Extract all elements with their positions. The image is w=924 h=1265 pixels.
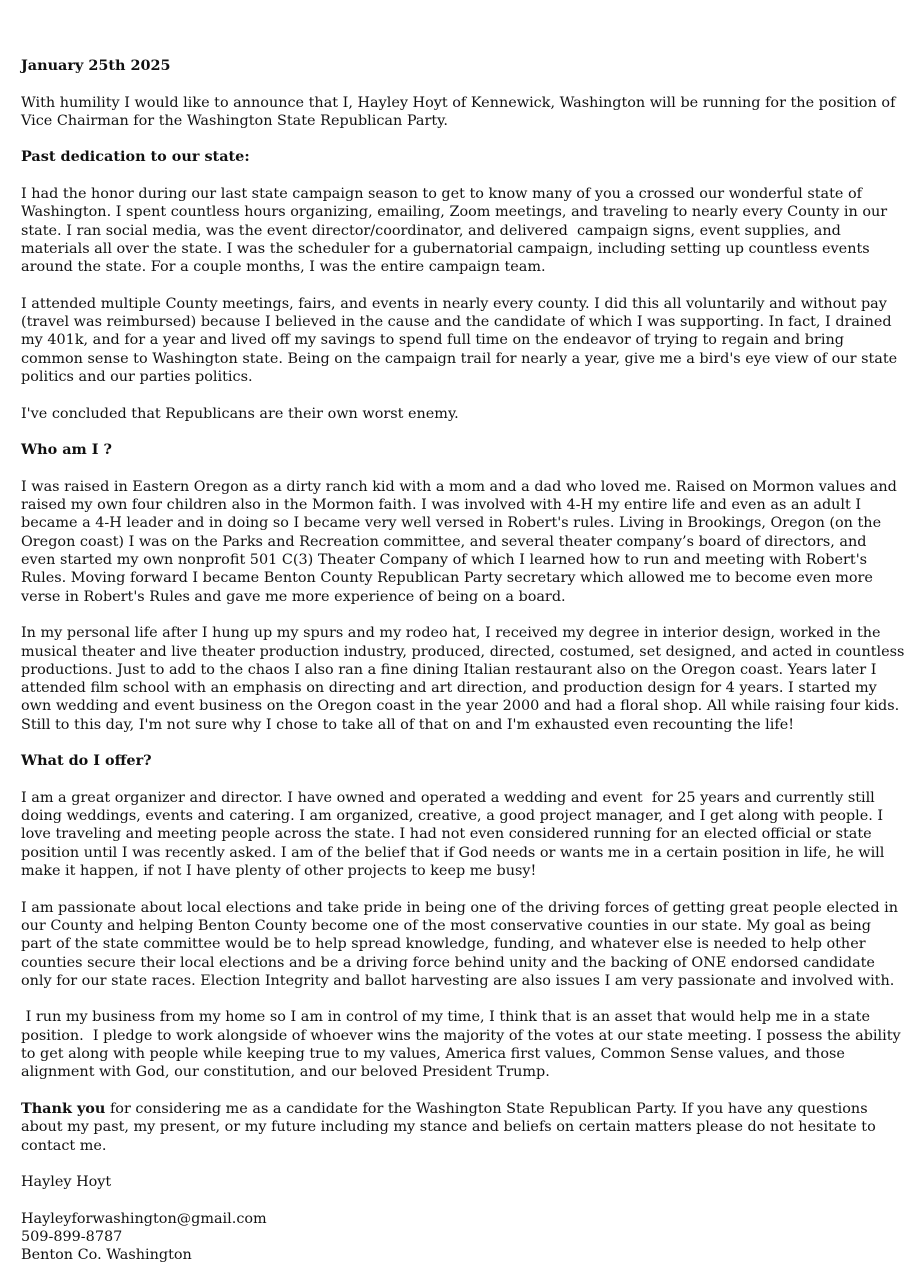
intro-paragraph: With humility I would like to announce that I, Hayley Hoyt of Kennewick, Washington will be running for the position of Vice Chairman for the Washington State Republican Party. xyxy=(21,94,900,129)
past-paragraph-2: I attended multiple County meetings, fairs, and events in nearly every county. I did this all voluntarily and without pay (travel was reimbursed) because I believed in the cause and the candidate of which I was supporting. In fact, I drained my 401k, and for a year and lived off my savings to spend full time on the endeavor of trying to regain and bring common sense to Washington state. Being on the campaign trail for nearly a year, give me a bird's eye view of our state politics and our parties politics. xyxy=(21,295,902,386)
contact-email: Hayleyforwashington@gmail.com xyxy=(21,1210,267,1227)
past-paragraph-1: I had the honor during our last state campaign season to get to know many of you a crossed our wonderful state of Washington. I spent countless hours organizing, emailing, Zoom meetings, and traveling to nearly every County in our state. I ran social media, was the event director/coordinator, and delivered campaign signs, event supplies, and materials all over the state. I was the scheduler for a gubernatorial campaign, including setting up countless events around the state. For a couple months, I was the entire campaign team. xyxy=(21,186,892,276)
letter-date: January 25th 2025 xyxy=(21,57,171,74)
section-heading-offer: What do I offer? xyxy=(21,752,152,770)
closing-paragraph xyxy=(21,1100,905,1155)
closing-text: for considering me as a candidate for the Washington State Republican Party. If you have any questions about my past, my present, or my future including my stance and beliefs on certain matters please do not hesitate to contact me. xyxy=(21,1100,881,1154)
letter-document xyxy=(21,57,909,1265)
contact-location: Benton Co. Washington xyxy=(21,1247,192,1264)
section-heading-past: Past dedication to our state: xyxy=(21,148,250,166)
contact-phone: 509-899-8787 xyxy=(21,1229,123,1245)
section-heading-who: Who am I ? xyxy=(21,441,112,459)
past-paragraph-3: I've concluded that Republicans are their own worst enemy. xyxy=(21,405,459,422)
who-paragraph-1: I was raised in Eastern Oregon as a dirty ranch kid with a mom and a dad who loved me. Raised on Mormon values and raised my own four children also in the Mormon faith. I was involved with 4-H my entire life and even as an adult I became a 4-H leader and in doing so I became very well versed in Robert's rules. Living in Brookings, Oregon (on the Oregon coast) I was on the Parks and Recreation committee, and several theater company’s board of directors, and even started my own nonprofit 501 C(3) Theater Company of which I learned how to run and meeting with Robert's Rules. Moving forward I became Benton County Republican Party secretary which allowed me to become even more verse in Robert's Rules and gave me more experience of being on a board. xyxy=(21,478,902,605)
closing-thank-you: Thank you xyxy=(21,1099,106,1117)
who-paragraph-2: In my personal life after I hung up my spurs and my rodeo hat, I received my degree in interior design, worked in the musical theater and live theater production industry, produced, directed, costumed, set designed, and acted in countless productions. Just to add to the chaos I also ran a fine dining Italian restaurant also on the Oregon coast. Years later I attended film school with an emphasis on directing and art direction, and production design for 4 years. I started my own wedding and event business on the Oregon coast in the year 2000 and had a floral shop. All while raising four kids. Still to this day, I'm not sure why I chose to take all of that on and I'm exhausted even recounting the life! xyxy=(21,625,909,733)
offer-paragraph-3: I run my business from my home so I am in control of my time, I think that is an asset that would help me in a state position. I pledge to work alongside of whoever wins the majority of the votes at our state meeting. I possess the ability to get along with people while keeping true to my values, America first values, Common Sense values, and those alignment with God, our constitution, and our beloved President Trump. xyxy=(21,1009,906,1081)
offer-paragraph-2: I am passionate about local elections and take pride in being one of the driving forces of getting great people elected in our County and helping Benton County become one of the most conservative counties in our state. My goal as being part of the state committee would be to help spread knowledge, funding, and whatever else is needed to help other counties secure their local elections and be a driving force behind unity and the backing of ONE endorsed candidate only for our state races. Election Integrity and ballot harvesting are also issues I am very passionate and involved with. xyxy=(21,899,903,989)
signature-name: Hayley Hoyt xyxy=(21,1174,112,1191)
offer-paragraph-1: I am a great organizer and director. I have owned and operated a wedding and event for 25 years and currently still doing weddings, events and catering. I am organized, creative, a good project manager, and I get along with people. I love traveling and meeting people across the state. I had not even considered running for an elected official or state position until I was recently asked. I am of the belief that if God needs or wants me in a certain position in life, he will make it happen, if not I have plenty of other projects to keep me busy! xyxy=(21,789,889,880)
signature-block xyxy=(21,1173,905,1264)
